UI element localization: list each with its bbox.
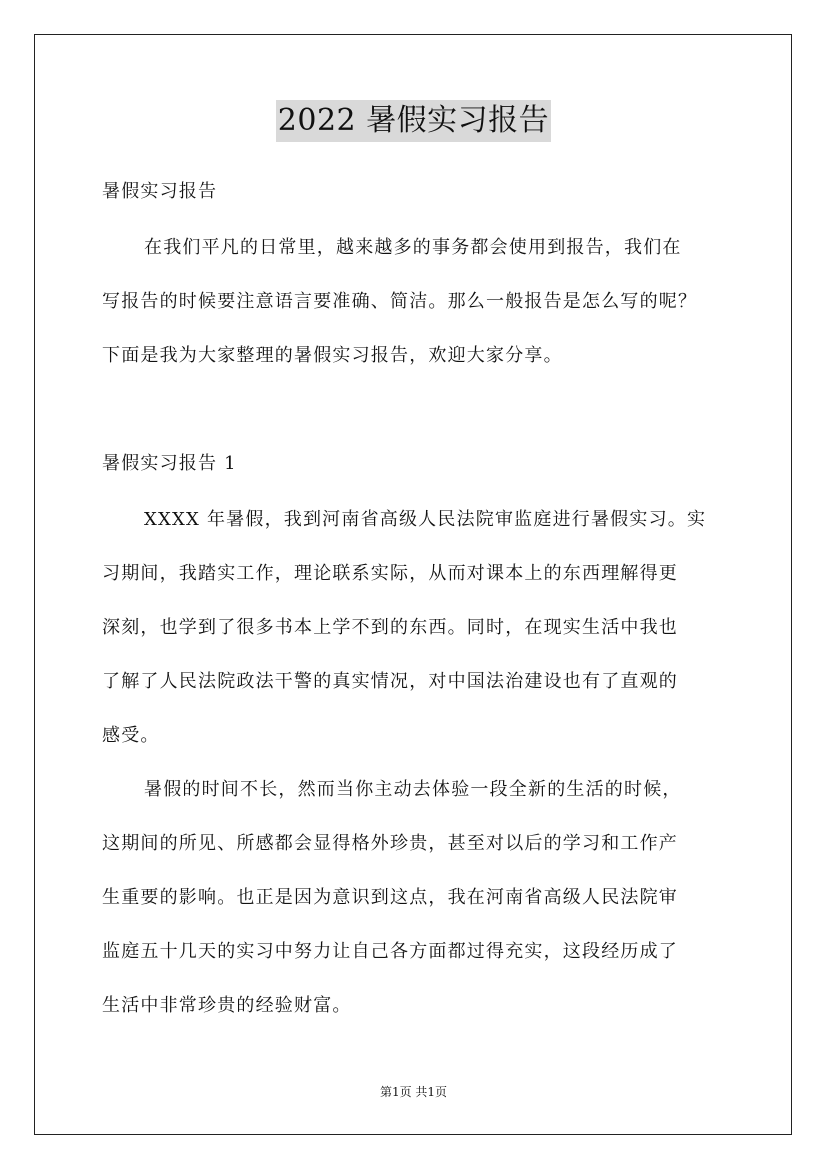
- paragraph-line: 这期间的所见、所感都会显得格外珍贵，甚至对以后的学习和工作产: [102, 833, 678, 854]
- document-title: 2022 暑假实习报告: [276, 100, 551, 142]
- paragraph-line: 暑假的时间不长，然而当你主动去体验一段全新的生活的时候，: [144, 779, 682, 800]
- section-heading: 暑假实习报告: [102, 181, 218, 202]
- paragraph-line: 生活中非常珍贵的经验财富。: [102, 995, 352, 1016]
- intro-line: 在我们平凡的日常里，越来越多的事务都会使用到报告，我们在: [144, 237, 682, 258]
- paragraph-line: 了解了人民法院政法干警的真实情况，对中国法治建设也有了直观的: [102, 671, 678, 692]
- intro-line: 下面是我为大家整理的暑假实习报告，欢迎大家分享。: [102, 345, 563, 366]
- section-heading: 暑假实习报告 1: [102, 453, 237, 474]
- paragraph-line: 感受。: [102, 725, 160, 746]
- paragraph-line: 深刻，也学到了很多书本上学不到的东西。同时，在现实生活中我也: [102, 617, 678, 638]
- page-footer: 第1页 共1页: [379, 1085, 448, 1099]
- intro-line: 写报告的时候要注意语言要准确、简洁。那么一般报告是怎么写的呢？: [102, 291, 698, 312]
- paragraph-line: XXXX 年暑假，我到河南省高级人民法院审监庭进行暑假实习。实: [144, 509, 707, 530]
- paragraph-line: 生重要的影响。也正是因为意识到这点，我在河南省高级人民法院审: [102, 887, 678, 908]
- paragraph-line: 习期间，我踏实工作，理论联系实际，从而对课本上的东西理解得更: [102, 563, 678, 584]
- title-container: [0, 100, 827, 142]
- paragraph-line: 监庭五十几天的实习中努力让自己各方面都过得充实，这段经历成了: [102, 941, 678, 962]
